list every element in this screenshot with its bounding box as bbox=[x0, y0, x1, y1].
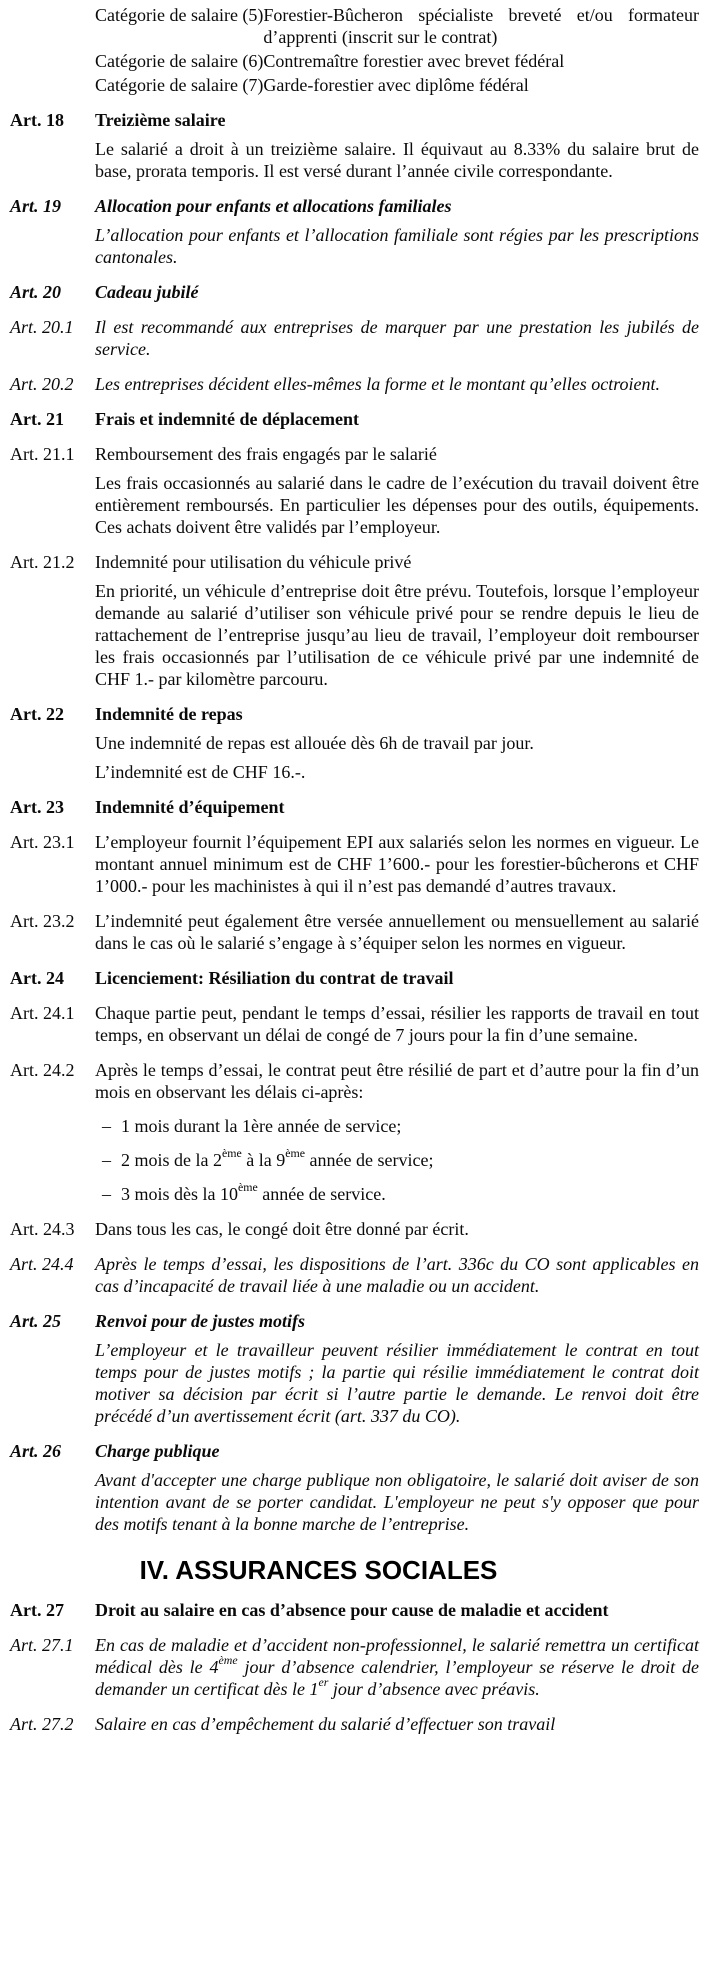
salary-category-label: Catégorie de salaire (5) bbox=[95, 5, 264, 25]
article-title: Renvoi pour de justes motifs bbox=[95, 1311, 306, 1331]
article-row bbox=[10, 967, 699, 989]
list-item-text: 3 mois dès la 10ème année de service. bbox=[121, 1180, 386, 1204]
article-content bbox=[95, 1002, 699, 1046]
article-row bbox=[10, 1310, 699, 1427]
article-row bbox=[10, 1440, 699, 1535]
salary-categories-block bbox=[10, 4, 699, 96]
article-content bbox=[95, 195, 699, 268]
article-paragraph: Après le temps d’essai, le contrat peut être résilié de part et d’autre pour la fin d’un mois en observant les délais ci-après: bbox=[95, 1060, 699, 1102]
article-paragraph: Il est recommandé aux entreprises de marquer par une prestation les jubilés de service. bbox=[95, 317, 699, 359]
article-content bbox=[95, 109, 699, 182]
article-content bbox=[95, 281, 699, 303]
article-paragraph: Le salarié a droit à un treizième salaire. Il équivaut au 8.33% du salaire brut de base, prorata temporis. Il est versé durant l’année civile correspondante. bbox=[95, 139, 699, 181]
article-title: Remboursement des frais engagés par le salarié bbox=[95, 444, 437, 464]
article-paragraph: Une indemnité de repas est allouée dès 6h de travail par jour. bbox=[95, 733, 534, 753]
article-label: Art. 23.1 bbox=[10, 832, 75, 852]
article-row bbox=[10, 1634, 699, 1700]
list-item-text: 1 mois durant la 1ère année de service; bbox=[121, 1116, 402, 1136]
article-label: Art. 19 bbox=[10, 196, 62, 216]
article-row bbox=[10, 1002, 699, 1046]
article-title: Frais et indemnité de déplacement bbox=[95, 409, 359, 429]
article-row bbox=[10, 1599, 699, 1621]
article-row bbox=[10, 796, 699, 818]
salary-category-value: Forestier-Bûcheron spécialiste breveté et/ou formateur d’apprenti (inscrit sur le contrat) bbox=[263, 5, 699, 47]
article-paragraph: L’allocation pour enfants et l’allocation familiale sont régies par les prescriptions cantonales. bbox=[95, 225, 699, 267]
article-paragraph: L’employeur et le travailleur peuvent résilier immédiatement le contrat en tout temps pour de justes motifs ; la partie qui résilie immédiatement le contrat doit motiver sa décision par écrit si l’autre partie le demande. Le renvoi doit être précédé d’un avertissement écrit (art. 337 du CO). bbox=[95, 1340, 699, 1426]
article-row bbox=[10, 109, 699, 182]
article-label: Art. 27.2 bbox=[10, 1714, 74, 1734]
article-paragraph: Les frais occasionnés au salarié dans le cadre de l’exécution du travail doivent être entièrement remboursés. En particulier les dépenses pour des outils, équipements. Ces achats doivent être validés par l’employeur. bbox=[95, 473, 699, 537]
ordinal-superscript: ème bbox=[222, 1146, 242, 1160]
article-label: Art. 18 bbox=[10, 110, 64, 130]
article-content bbox=[95, 1599, 699, 1621]
article-content bbox=[95, 1310, 699, 1427]
salary-category-label: Catégorie de salaire (6) bbox=[95, 51, 264, 71]
article-paragraph: Avant d'accepter une charge publique non obligatoire, le salarié doit aviser de son intention avant de se porter candidat. L'employeur ne peut s'y opposer que pour des motifs tenant à la bonne marche de l’entreprise. bbox=[95, 1470, 699, 1534]
article-content bbox=[95, 796, 699, 818]
list-dash: – bbox=[102, 1184, 111, 1204]
ordinal-superscript: ème bbox=[218, 1653, 238, 1667]
article-paragraph: En priorité, un véhicule d’entreprise doit être prévu. Toutefois, lorsque l’employeur demande au salarié d’utiliser son véhicule privé pour se rendre depuis le lieu de rattachement de l’entreprise jusqu’au lieu de travail, l’employeur doit rembourser les frais occasionnés par l’utilisation de ce véhicule privé par une indemnité de CHF 1.- par kilomètre parcouru. bbox=[95, 581, 699, 689]
article-paragraph: L’indemnité est de CHF 16.-. bbox=[95, 762, 306, 782]
article-content bbox=[95, 1634, 699, 1700]
salary-category-row bbox=[95, 74, 699, 96]
article-label: Art. 20.1 bbox=[10, 317, 74, 337]
article-row bbox=[10, 910, 699, 954]
article-label: Art. 24.3 bbox=[10, 1219, 75, 1239]
salary-category-value: Contremaître forestier avec brevet fédéral bbox=[263, 51, 565, 71]
article-content bbox=[95, 1059, 699, 1205]
article-label: Art. 23.2 bbox=[10, 911, 75, 931]
list-dash: – bbox=[102, 1116, 111, 1136]
list-item bbox=[95, 1115, 699, 1137]
article-title: Indemnité d’équipement bbox=[95, 797, 285, 817]
article-row bbox=[10, 316, 699, 360]
article-content bbox=[95, 831, 699, 897]
ordinal-superscript: ème bbox=[285, 1146, 306, 1160]
article-row bbox=[10, 1253, 699, 1297]
article-label: Art. 20.2 bbox=[10, 374, 74, 394]
article-label-spacer bbox=[10, 4, 95, 96]
article-label: Art. 26 bbox=[10, 1441, 62, 1461]
article-row bbox=[10, 1713, 699, 1735]
article-label: Art. 25 bbox=[10, 1311, 62, 1331]
article-label: Art. 20 bbox=[10, 282, 62, 302]
article-content bbox=[95, 443, 699, 538]
article-content bbox=[95, 1440, 699, 1535]
article-content bbox=[95, 408, 699, 430]
salary-category-row bbox=[95, 50, 699, 72]
article-paragraph: En cas de maladie et d’accident non-professionnel, le salarié remettra un certificat médical dès le 4ème jour d’absence calendrier, l’employeur se réserve le droit de demander un certificat dès le 1er jour d’absence avec préavis. bbox=[95, 1635, 699, 1699]
article-label: Art. 23 bbox=[10, 797, 64, 817]
article-label: Art. 21.2 bbox=[10, 552, 75, 572]
ordinal-superscript: ème bbox=[238, 1180, 258, 1194]
article-row bbox=[10, 1218, 699, 1240]
article-title: Licenciement: Résiliation du contrat de travail bbox=[95, 968, 454, 988]
article-paragraph: Dans tous les cas, le congé doit être donné par écrit. bbox=[95, 1219, 469, 1239]
article-label: Art. 24.1 bbox=[10, 1003, 75, 1023]
list-item bbox=[95, 1180, 699, 1205]
article-label: Art. 27.1 bbox=[10, 1635, 74, 1655]
article-row bbox=[10, 703, 699, 783]
section-heading: IV. ASSURANCES SOCIALES bbox=[139, 1555, 498, 1585]
article-label: Art. 27 bbox=[10, 1600, 64, 1620]
article-title: Treizième salaire bbox=[95, 110, 226, 130]
article-content bbox=[95, 703, 699, 783]
salary-categories bbox=[95, 4, 699, 96]
article-title: Allocation pour enfants et allocations familiales bbox=[95, 196, 452, 216]
article-row bbox=[10, 408, 699, 430]
ordinal-superscript: er bbox=[318, 1675, 329, 1689]
article-label: Art. 21 bbox=[10, 409, 64, 429]
article-title: Indemnité de repas bbox=[95, 704, 243, 724]
article-title: Charge publique bbox=[95, 1441, 220, 1461]
article-content bbox=[95, 910, 699, 954]
article-content bbox=[95, 551, 699, 690]
article-label: Art. 24 bbox=[10, 968, 64, 988]
notice-period-list bbox=[95, 1115, 699, 1205]
article-label: Art. 24.2 bbox=[10, 1060, 75, 1080]
article-title: Cadeau jubilé bbox=[95, 282, 199, 302]
article-row bbox=[10, 195, 699, 268]
article-paragraph: Salaire en cas d’empêchement du salarié d’effectuer son travail bbox=[95, 1714, 556, 1734]
article-row bbox=[10, 831, 699, 897]
article-paragraph: L’indemnité peut également être versée annuellement ou mensuellement au salarié dans le cas où le salarié s’engage à s’équiper selon les normes en vigueur. bbox=[95, 911, 699, 953]
salary-category-row bbox=[95, 4, 699, 48]
article-title: Indemnité pour utilisation du véhicule privé bbox=[95, 552, 412, 572]
salary-category-label: Catégorie de salaire (7) bbox=[95, 75, 264, 95]
article-content bbox=[95, 967, 699, 989]
article-row bbox=[10, 281, 699, 303]
article-label: Art. 21.1 bbox=[10, 444, 75, 464]
article-paragraph: Chaque partie peut, pendant le temps d’essai, résilier les rapports de travail en tout temps, en observant un délai de congé de 7 jours pour la fin d’une semaine. bbox=[95, 1003, 699, 1045]
article-content bbox=[95, 373, 699, 395]
list-item-text: 2 mois de la 2ème à la 9ème année de service; bbox=[121, 1146, 434, 1170]
salary-category-value: Garde-forestier avec diplôme fédéral bbox=[263, 75, 529, 95]
list-item bbox=[95, 1146, 699, 1171]
article-content bbox=[95, 1713, 699, 1735]
list-dash: – bbox=[102, 1150, 111, 1170]
article-label: Art. 24.4 bbox=[10, 1254, 74, 1274]
article-paragraph: Après le temps d’essai, les dispositions de l’art. 336c du CO sont applicables en cas d’incapacité de travail liée à une maladie ou un accident. bbox=[95, 1254, 699, 1296]
article-row bbox=[10, 1059, 699, 1205]
article-content bbox=[95, 1253, 699, 1297]
article-paragraph: Les entreprises décident elles-mêmes la forme et le montant qu’elles octroient. bbox=[95, 374, 661, 394]
article-row bbox=[10, 373, 699, 395]
article-title: Droit au salaire en cas d’absence pour cause de maladie et accident bbox=[95, 1600, 609, 1620]
article-content bbox=[95, 316, 699, 360]
article-label: Art. 22 bbox=[10, 704, 64, 724]
article-row bbox=[10, 443, 699, 538]
article-content bbox=[95, 1218, 699, 1240]
article-paragraph: L’employeur fournit l’équipement EPI aux salariés selon les normes en vigueur. Le montant annuel minimum est de CHF 1’600.- pour les forestier-bûcherons et CHF 1’000.- pour les machinistes à qui il n’est pas demandé d’autres travaux. bbox=[95, 832, 699, 896]
article-row bbox=[10, 551, 699, 690]
